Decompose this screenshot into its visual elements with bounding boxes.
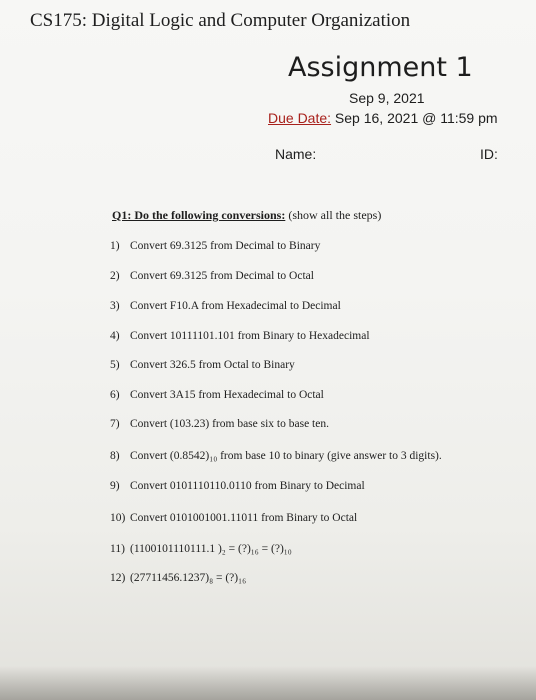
item-number: 1) [110, 240, 120, 252]
list-item [110, 543, 292, 555]
list-item [110, 450, 442, 462]
list-item [110, 572, 246, 584]
item-number: 6) [110, 389, 120, 401]
list-item [110, 418, 329, 430]
due-date-value: Sep 16, 2021 @ 11:59 pm [331, 110, 498, 126]
item-text: Convert F10.A from Hexadecimal to Decimal [130, 300, 341, 312]
item-text: Convert 69.3125 from Decimal to Octal [130, 270, 314, 282]
page-shadow [0, 666, 536, 700]
list-item [110, 512, 357, 524]
list-item [110, 270, 314, 282]
item-number: 4) [110, 330, 120, 342]
item-number: 3) [110, 300, 120, 312]
list-item [110, 330, 370, 342]
list-item [110, 480, 365, 492]
item-text: (27711456.1237)₈ = (?)₁₆ [130, 572, 247, 584]
question-note: (show all the steps) [285, 208, 382, 222]
item-number: 8) [110, 450, 120, 462]
question-heading [112, 208, 381, 223]
list-item [110, 359, 295, 371]
item-number: 12) [110, 572, 126, 584]
list-item [110, 389, 324, 401]
item-number: 7) [110, 418, 120, 430]
item-text: Convert (0.8542)₁₀ from base 10 to binary (give answer to 3 digits). [130, 450, 442, 462]
issue-date: Sep 9, 2021 [349, 90, 425, 106]
item-text: Convert (103.23) from base six to base ten. [130, 418, 329, 430]
id-label: ID: [480, 146, 498, 162]
item-number: 11) [110, 543, 125, 555]
item-text: Convert 69.3125 from Decimal to Binary [130, 240, 321, 252]
question-label: Q1: Do the following conversions: [112, 208, 286, 222]
due-date [268, 110, 498, 126]
item-number: 10) [110, 512, 126, 524]
item-text: Convert 10111101.101 from Binary to Hexadecimal [130, 330, 370, 342]
item-text: Convert 0101110110.0110 from Binary to Decimal [130, 480, 365, 492]
list-item [110, 300, 341, 312]
due-date-label: Due Date: [268, 110, 332, 126]
list-item [110, 240, 320, 252]
item-number: 9) [110, 480, 120, 492]
item-text: Convert 326.5 from Octal to Binary [130, 359, 295, 371]
item-text: Convert 0101001001.11011 from Binary to Octal [130, 512, 358, 524]
course-title: CS175: Digital Logic and Computer Organization [30, 10, 411, 31]
name-label: Name: [275, 146, 317, 162]
item-text: Convert 3A15 from Hexadecimal to Octal [130, 389, 324, 401]
item-number: 5) [110, 359, 120, 371]
assignment-title: Assignment 1 [288, 52, 473, 83]
item-number: 2) [110, 270, 120, 282]
item-text: (1100101110111.1 )₂ = (?)₁₆ = (?)₁₀ [130, 543, 292, 555]
